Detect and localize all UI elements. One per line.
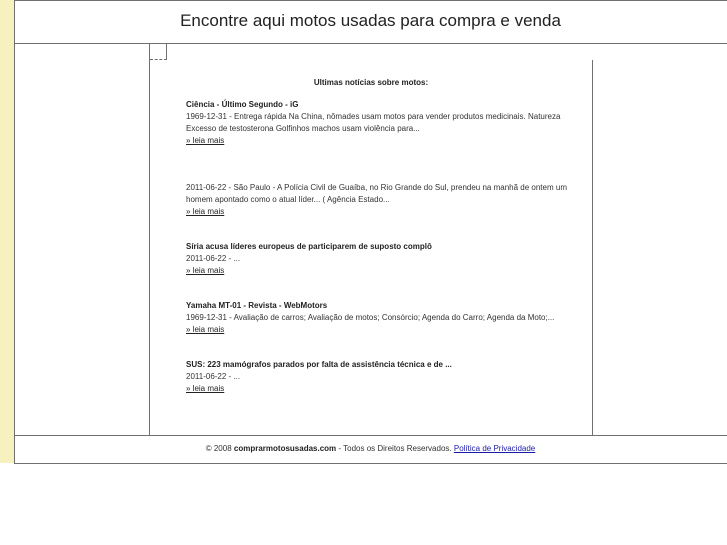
footer: [14, 436, 727, 462]
copyright-text: © 2008: [205, 444, 232, 453]
left-strip: [0, 0, 14, 463]
news-item-text: 1969-12-31 - Avaliação de carros; Avaliação de motos; Consórcio; Agenda do Carro; Agenda da Moto;...: [186, 313, 555, 322]
news-item: [186, 241, 576, 277]
news-item-title: Yamaha MT-01 - Revista - WebMotors: [186, 301, 328, 310]
news-item: [186, 359, 576, 395]
news-item: [186, 99, 576, 147]
news-item: [186, 300, 576, 336]
rights-text: - Todos os Direitos Reservados.: [338, 444, 452, 453]
news-item-title: Ciência - Último Segundo - iG: [186, 100, 299, 109]
page-title: Encontre aqui motos usadas para compra e venda: [180, 11, 561, 30]
news-item: [186, 182, 576, 218]
news-item-text: 1969-12-31 - Entrega rápida Na China, nômades usam motos para vender produtos medicinais. Natureza Excesso de testosterona Golfinhos machos usam violência para...: [186, 112, 561, 133]
header: [14, 0, 727, 44]
corner-box: [150, 44, 167, 60]
news-item-title: SUS: 223 mamógrafos parados por falta de assistência técnica e de ...: [186, 360, 452, 369]
divider-left: [149, 44, 150, 435]
read-more-link[interactable]: » leia mais: [186, 266, 225, 275]
privacy-policy-link[interactable]: Política de Privacidade: [453, 444, 536, 453]
news-item-text: 2011-06-22 - ...: [186, 254, 241, 263]
read-more-link[interactable]: » leia mais: [186, 384, 225, 393]
divider-right: [592, 60, 593, 435]
read-more-link[interactable]: » leia mais: [186, 325, 225, 334]
read-more-link[interactable]: » leia mais: [186, 136, 225, 145]
site-name: comprarmotosusadas.com: [233, 444, 337, 453]
news-item-text: 2011-06-22 - São Paulo - A Polícia Civil de Guaíba, no Rio Grande do Sul, prendeu na manhã de ontem um homem apontado como o atual líder... ( Agência Estado...: [186, 183, 567, 204]
news-item-title: Síria acusa líderes europeus de participarem de suposto complô: [186, 242, 432, 251]
read-more-link[interactable]: » leia mais: [186, 207, 225, 216]
news-item-text: 2011-06-22 - ...: [186, 372, 241, 381]
news-heading: Ultimas notícias sobre motos:: [313, 78, 429, 87]
